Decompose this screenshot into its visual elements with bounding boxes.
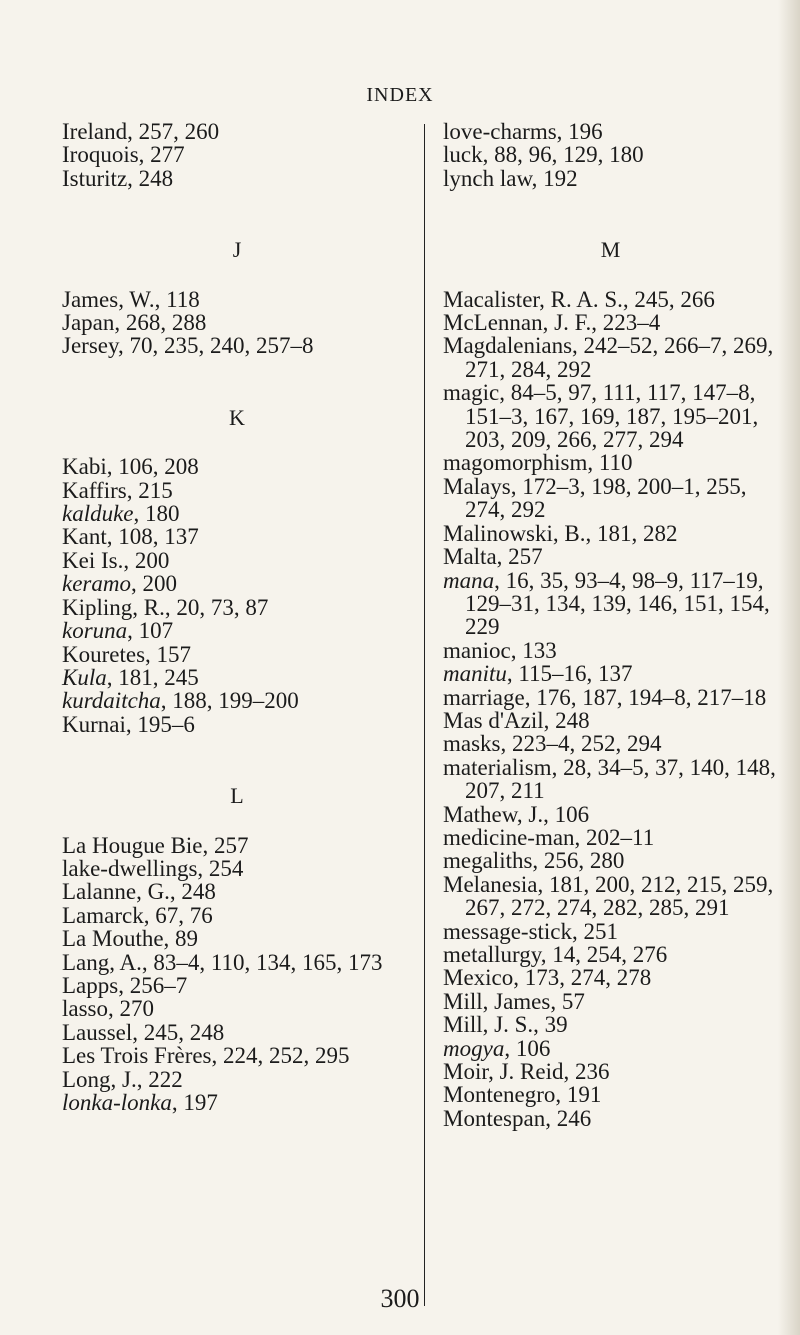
section-letter-j: J: [232, 237, 242, 263]
entry-mill-james: Mill, James, 57: [443, 988, 585, 1014]
entry-melanesia: Melanesia, 181, 200, 212, 215, 259, 267, 272, 274, 282, 285, 291: [443, 871, 774, 921]
entry-malta: Malta, 257: [443, 544, 543, 570]
entry-magdalenians: Magdalenians, 242–52, 266–7, 269, 271, 284, 292: [443, 333, 774, 382]
entry-headword: koruna: [62, 618, 128, 644]
entry-message-stick: message-stick, 251: [443, 918, 619, 944]
entry-mana: mana, 16, 35, 93–4, 98–9, 117–19, 129–31, 134, 139, 146, 151, 154, 229: [443, 567, 770, 640]
entry-mas-dazil: Mas d'Azil, 248: [443, 707, 590, 733]
entry-mogya: mogya, 106: [443, 1035, 551, 1061]
entry-james: James, W., 118: [62, 286, 200, 312]
entry-headword: mana: [443, 567, 495, 593]
entry-headword: mogya: [443, 1035, 505, 1061]
entry-headword: kalduke: [62, 501, 134, 527]
index-column-right: [443, 120, 778, 1130]
entry-magomorphism: magomorphism, 110: [443, 450, 633, 476]
entry-headword: lonka-lonka: [62, 1090, 172, 1115]
entry-montenegro: Montenegro, 191: [443, 1082, 602, 1108]
entry-lasso: lasso, 270: [62, 996, 154, 1022]
entry-lonka-lonka: lonka-lonka, 197: [62, 1090, 218, 1115]
entry-japan: Japan, 268, 288: [62, 310, 207, 336]
entry-koruna: koruna, 107: [62, 618, 174, 644]
entry-laussel: Laussel, 245, 248: [62, 1019, 225, 1045]
entry-magic: magic, 84–5, 97, 111, 117, 147–8, 151–3, 167, 169, 187, 195–201, 203, 209, 266, 277, 294: [443, 380, 759, 453]
entry-lynch-law: lynch law, 192: [443, 165, 578, 191]
entry-montespan: Montespan, 246: [443, 1105, 592, 1131]
entry-materialism: materialism, 28, 34–5, 37, 140, 148, 207, 211: [443, 754, 776, 804]
entry-lake-dwellings: lake-dwellings, 254: [62, 855, 244, 881]
column-divider: [424, 124, 425, 1306]
entry-macalister: Macalister, R. A. S., 245, 266: [443, 286, 715, 312]
entry-lapps: Lapps, 256–7: [62, 972, 188, 998]
entry-love-charms: love-charms, 196: [443, 119, 603, 144]
entry-malays: Malays, 172–3, 198, 200–1, 255, 274, 292: [443, 473, 747, 523]
section-letter-m: M: [600, 237, 621, 263]
entry-jersey: Jersey, 70, 235, 240, 257–8: [62, 333, 314, 359]
section-letter-l: L: [230, 783, 244, 809]
running-head: INDEX: [366, 84, 434, 106]
entry-moir: Moir, J. Reid, 236: [443, 1059, 610, 1085]
entry-la-hougue-bie: La Hougue Bie, 257: [62, 832, 249, 858]
entry-ireland: Ireland, 257, 260: [62, 119, 220, 144]
entry-long: Long, J., 222: [62, 1066, 183, 1092]
entry-mill-js: Mill, J. S., 39: [443, 1012, 568, 1038]
entry-manioc: manioc, 133: [443, 637, 557, 663]
entry-kouretes: Kouretes, 157: [62, 641, 192, 667]
section-letter-k: K: [229, 404, 245, 430]
entry-kant: Kant, 108, 137: [62, 524, 199, 550]
entry-megaliths: megaliths, 256, 280: [443, 848, 625, 874]
entry-iroquois: Iroquois, 277: [62, 142, 185, 168]
entry-mclennan: McLennan, J. F., 223–4: [443, 310, 661, 336]
index-column-left: [62, 120, 412, 1114]
entry-lang: Lang, A., 83–4, 110, 134, 165, 173: [62, 949, 383, 975]
entry-masks: masks, 223–4, 252, 294: [443, 731, 662, 757]
entry-lalanne: Lalanne, G., 248: [62, 879, 216, 905]
entry-kei-is: Kei Is., 200: [62, 547, 170, 573]
entry-isturitz: Isturitz, 248: [62, 165, 174, 191]
entry-kaffirs: Kaffirs, 215: [62, 477, 173, 503]
entry-metallurgy: metallurgy, 14, 254, 276: [443, 942, 668, 967]
entry-les-trois-freres: Les Trois Frères, 224, 252, 295: [62, 1043, 350, 1069]
entry-marriage: marriage, 176, 187, 194–8, 217–18: [443, 684, 767, 710]
entry-headword: kurdaitcha: [62, 688, 161, 714]
entry-la-mouthe: La Mouthe, 89: [62, 926, 199, 952]
page-edge-shadow: [778, 0, 800, 1335]
entry-kula: Kula, 181, 245: [62, 664, 199, 690]
entry-kurdaitcha: kurdaitcha, 188, 199–200: [62, 688, 299, 714]
entry-mexico: Mexico, 173, 274, 278: [443, 965, 652, 991]
entry-kipling: Kipling, R., 20, 73, 87: [62, 594, 269, 620]
entry-mathew: Mathew, J., 106: [443, 801, 590, 827]
entry-keramo: keramo, 200: [62, 571, 177, 597]
entry-kurnai: Kurnai, 195–6: [62, 711, 195, 737]
entry-headword: manitu: [443, 661, 507, 687]
entry-headword: keramo: [62, 571, 131, 597]
entry-manitu: manitu, 115–16, 137: [443, 661, 633, 687]
entry-headword: Kula: [62, 664, 107, 690]
entry-medicine-man: medicine-man, 202–11: [443, 824, 655, 850]
entry-luck: luck, 88, 96, 129, 180: [443, 142, 644, 168]
page-number: 300: [380, 1284, 420, 1313]
entry-kabi: Kabi, 106, 208: [62, 454, 199, 480]
entry-lamarck: Lamarck, 67, 76: [62, 902, 213, 928]
entry-malinowski: Malinowski, B., 181, 282: [443, 520, 678, 546]
entry-kalduke: kalduke, 180: [62, 501, 180, 527]
